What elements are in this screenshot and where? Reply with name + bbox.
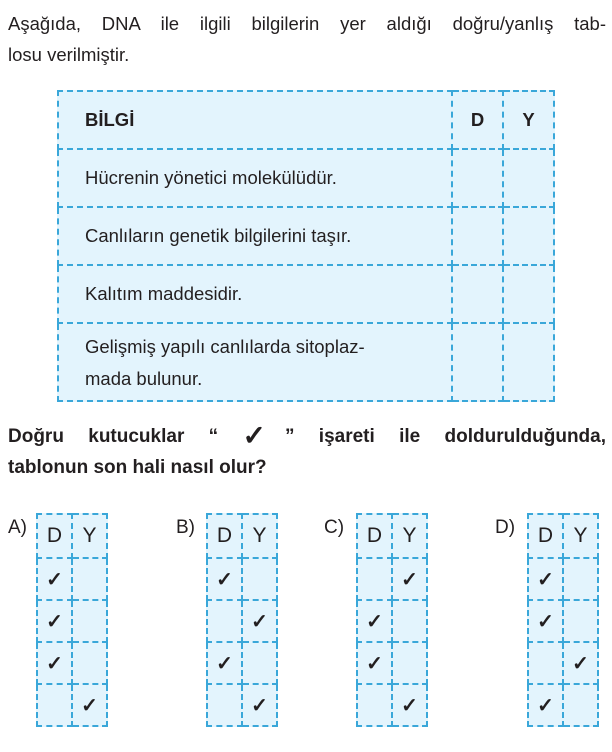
statement-cell (58, 323, 452, 401)
cell (37, 684, 72, 726)
cell: ✓ (72, 684, 107, 726)
option-a[interactable] (8, 513, 108, 727)
col-d: D (528, 514, 563, 558)
statement-cell: Canlıların genetik bilgilerini taşır. (58, 207, 452, 265)
option-d[interactable] (495, 513, 599, 727)
option-letter: D) (495, 517, 516, 538)
cell: ✓ (242, 684, 277, 726)
col-y: Y (392, 514, 427, 558)
check-icon: ✓ (242, 420, 285, 451)
answer-y-cell[interactable] (503, 207, 554, 265)
header-d: D (452, 91, 503, 149)
option-letter: C) (324, 517, 345, 538)
cell (72, 558, 107, 600)
intro-line-2: losu verilmiştir. (8, 44, 130, 65)
question-start: Doğru kutucuklar “ (8, 426, 219, 447)
option-table (36, 513, 108, 727)
cell: ✓ (37, 642, 72, 684)
cell: ✓ (563, 642, 598, 684)
cell (563, 558, 598, 600)
dna-true-false-table (57, 90, 555, 402)
table-row (58, 265, 554, 323)
col-d: D (207, 514, 242, 558)
cell (72, 642, 107, 684)
cell (72, 600, 107, 642)
cell (563, 600, 598, 642)
table-row (58, 323, 554, 401)
answer-d-cell[interactable] (452, 323, 503, 401)
option-table (356, 513, 428, 727)
option-letter: B) (176, 517, 195, 538)
option-c[interactable] (324, 513, 428, 727)
option-table (206, 513, 278, 727)
question-line-2: tablonun son hali nasıl olur? (8, 457, 267, 478)
cell (392, 642, 427, 684)
option-table (527, 513, 599, 727)
answer-d-cell[interactable] (452, 149, 503, 207)
table-row (58, 149, 554, 207)
cell: ✓ (528, 600, 563, 642)
cell: ✓ (392, 558, 427, 600)
answer-d-cell[interactable] (452, 207, 503, 265)
answer-y-cell[interactable] (503, 265, 554, 323)
statement-line-1: Gelişmiş yapılı canlılarda sitoplaz- (85, 336, 365, 357)
cell: ✓ (207, 642, 242, 684)
cell (242, 642, 277, 684)
option-b[interactable] (176, 513, 278, 727)
cell: ✓ (242, 600, 277, 642)
option-letter: A) (8, 517, 27, 538)
cell (392, 600, 427, 642)
question-end: ” işareti ile doldurulduğunda, (284, 426, 607, 447)
cell: ✓ (357, 600, 392, 642)
col-y: Y (72, 514, 107, 558)
intro-text (8, 8, 606, 70)
cell: ✓ (37, 558, 72, 600)
cell: ✓ (37, 600, 72, 642)
cell (563, 684, 598, 726)
answer-d-cell[interactable] (452, 265, 503, 323)
cell: ✓ (528, 684, 563, 726)
intro-line-1: Aşağıda, DNA ile ilgili bilgilerin yer aldığı doğru/yanlış tab- (8, 13, 606, 34)
cell (207, 600, 242, 642)
question-line-1 (8, 420, 606, 452)
cell (207, 684, 242, 726)
statement-cell: Hücrenin yönetici molekülüdür. (58, 149, 452, 207)
question-text (8, 420, 606, 483)
col-d: D (37, 514, 72, 558)
cell: ✓ (207, 558, 242, 600)
col-d: D (357, 514, 392, 558)
answer-y-cell[interactable] (503, 149, 554, 207)
header-bilgi: BİLGİ (58, 91, 452, 149)
statement-cell: Kalıtım maddesidir. (58, 265, 452, 323)
statement-line-2: mada bulunur. (85, 368, 203, 389)
table-header-row (58, 91, 554, 149)
cell (528, 642, 563, 684)
cell: ✓ (528, 558, 563, 600)
cell (357, 684, 392, 726)
cell (242, 558, 277, 600)
col-y: Y (563, 514, 598, 558)
table-row (58, 207, 554, 265)
cell: ✓ (357, 642, 392, 684)
answer-y-cell[interactable] (503, 323, 554, 401)
cell (357, 558, 392, 600)
cell: ✓ (392, 684, 427, 726)
col-y: Y (242, 514, 277, 558)
header-y: Y (503, 91, 554, 149)
